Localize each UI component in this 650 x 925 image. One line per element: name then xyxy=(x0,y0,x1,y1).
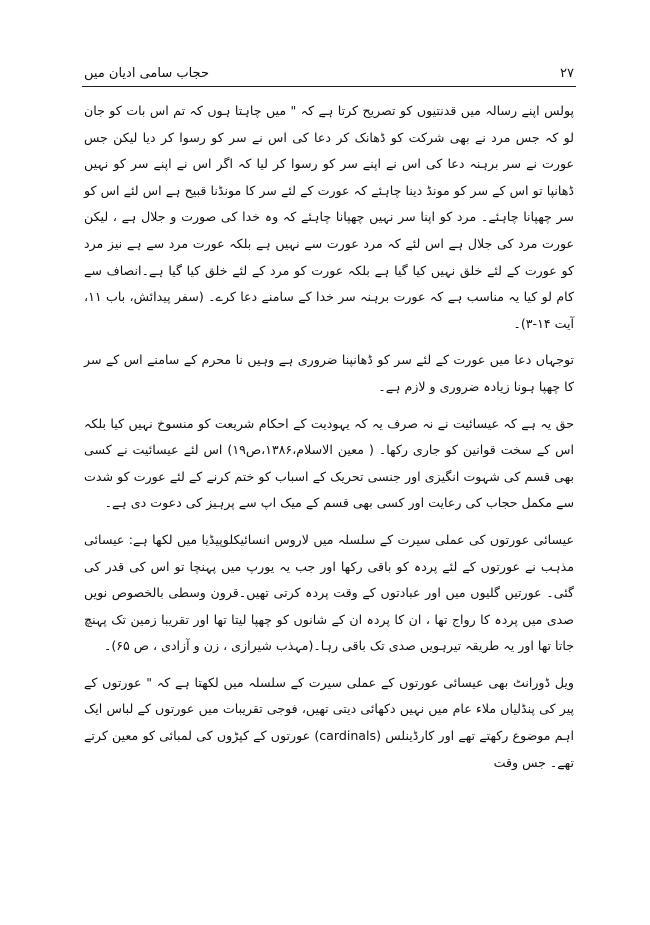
running-title: حجاب سامی ادیان میں xyxy=(84,66,209,81)
paragraph-head-covering: توجہاں دعا میں عورت کے لئے سر کو ڈھانپنا ضروری ہے وہیں نا محرم کے سامنے اس کے سر کا چھپا ہونا زیادہ ضروری و لازم ہے۔ xyxy=(84,352,574,394)
paragraph-spacer xyxy=(84,517,574,527)
paragraph-paul-epistle: پولس اپنے رسالہ میں قدنتیوں کو تصریح کرتا ہے کہ " میں چاہتا ہوں کہ تم اس بات کو جان لو کہ جس مرد نے بھی شرکت کو ڈھانک کر دعا کی اس نے سر کو رسوا کر دیا لیکن جس عورت نے سر برہنہ دعا کی اس نے اپنے سر کو رسوا کر لیا کہ اگر اس نے اپنے سر کو نہیں ڈھانپا تو اس کے سر کو مونڈ دینا چاہئے کہ عورت کے لئے سر کا مونڈنا قبیح ہے اس لئے اس کو سر چھپانا چاہئے۔ مرد کو اپنا سر نہیں چھپانا چاہئے کہ وہ خدا کی صورت و جلال ہے ، لیکن عورت مرد کی جلال ہے اس لئے کہ مرد عورت سے نہیں ہے بلکہ عورت مرد سے ہے نیز مرد کو عورت کے لئے خلق نہیں کیا گیا ہے بلکہ عورت کو مرد کے لئے خلق کیا گیا ہے۔انصاف سے کام لو کیا یہ مناسب ہے کہ عورت برہنہ سر خدا کے سامنے دعا کرے۔ (سفر پیدائش، باب ۱۱، آیت ۱۴-۳)۔ xyxy=(84,103,574,331)
paragraph-spacer xyxy=(84,337,574,347)
paragraph-spacer xyxy=(84,401,574,411)
paragraph-christian-law: حق یہ ہے کہ عیسائیت نے نہ صرف یہ کہ یہودیت کے احکام شریعت کو منسوخ نہیں کیا بلکہ اس کے سخت قوانین کو جاری رکھا۔ ( معین الاسلام،۱۳۸۶،ص۱۹) اس لئے عیسائیت نے کسی بھی قسم کی شہوت انگیزی اور جنسی تحریک کے اسباب کو ختم کرنے کے لئے عورت کو شدت سے مکمل حجاب کی رعایت اور کسی بھی قسم کے میک اپ سے پرہیز کی دعوت دی ہے۔ xyxy=(84,415,574,511)
header-divider xyxy=(82,86,576,87)
body-text xyxy=(84,98,574,776)
paragraph-larousse: عیسائی عورتوں کی عملی سیرت کے سلسلہ میں لاروس انسائیکلوپیڈیا میں لکھا ہے: عیسائی مذہب نے عورتوں کے لئے پردہ کو باقی رکھا اور جب یہ یورپ میں پہنچا تو اس کی قدر کی گئی۔ عورتیں گلیوں میں اور عبادتوں کے وقت پردہ کرتی تھیں۔قرون وسطی بالخصوص نویں صدی میں پردہ کا رواج تھا ، ان کا پردہ ان کے شانوں کو چھپا لیتا تھا اور تقریبا زمین تک پہنچ جاتا تھا اور یہ طریقہ تیرہویں صدی تک باقی رہا۔(مہذب شیرازی ، زن و آزادی ، ص ۶۵)۔ xyxy=(84,531,574,654)
page-number: ۲۷ xyxy=(560,66,574,81)
paragraph-will-durant: ویل ڈورانٹ بھی عیسائی عورتوں کے عملی سیرت کے سلسلہ میں لکھتا ہے کہ " عورتوں کے پیر کی پنڈلیاں ملاء عام میں نہیں دکھائی دیتی تھیں، فوجی تقریبات میں عورتوں کے لباس ایک اہم موضوع رکھتے تھے اور کارڈینلس (cardinals) عورتوں کے کپڑوں کی لمبائی کو معین کرتے تھے۔ جس وقت xyxy=(84,674,574,770)
page-header xyxy=(84,64,574,84)
paragraph-spacer xyxy=(84,660,574,670)
